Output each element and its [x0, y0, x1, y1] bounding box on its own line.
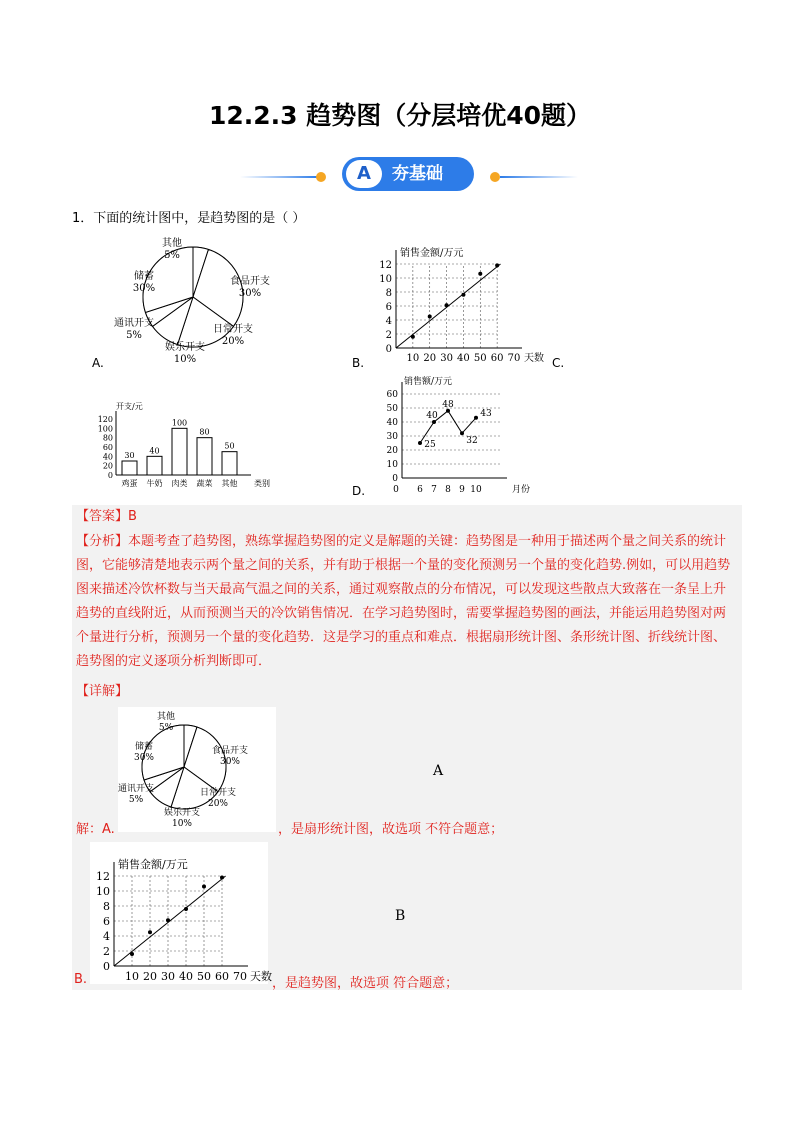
option-d-label: D. — [352, 484, 366, 498]
x-tick-label: 10 — [406, 353, 420, 364]
pie-label: 食品开支 — [211, 746, 249, 756]
pie-chart — [110, 232, 310, 365]
y-tick-label: 8 — [385, 288, 392, 299]
y-tick-label: 40 — [386, 418, 398, 428]
x-tick-label: 10 — [125, 970, 139, 983]
bar-category-label: 牛奶 — [146, 479, 163, 488]
y-tick-label: 4 — [103, 930, 110, 943]
pie-label: 10% — [173, 354, 197, 365]
banner-dot-left — [316, 172, 326, 182]
x-axis-label: 类别 — [254, 479, 270, 488]
x-tick-label: 10 — [470, 485, 482, 495]
x-tick-label: 50 — [197, 970, 211, 983]
data-label: 32 — [466, 436, 478, 447]
line-point — [474, 416, 478, 420]
question-text: 1．下面的统计图中，是趋势图的是（ ） — [72, 211, 306, 226]
scatter-chart — [368, 234, 548, 364]
analysis-text: 【分析】本题考查了趋势图，熟练掌握趋势图的定义是解题的关键：趋势图是一种用于描述两个量之间关系的统计图，它能够清楚地表示两个量之间的关系，并有助于根据一个量的变化预测另一个量的变化趋势.例如，可以用趋势图来描述冷饮杯数与当天最高气温之间的关系，通过观察散点的分布情况，可以发现这些散点大致落在一条呈上升趋势的直线附近，从而预测当天的冷饮销售情况．在学习趋势图时，需要掌握趋势图的画法，并能运用趋势图对两个量进行分析，预测另一个量的变化趋势．这是学习的重点和难点．根据扇形统计图、条形统计图、折线统计图、趋势图的定义逐项分析判断即可． — [76, 534, 731, 669]
scatter-point — [411, 335, 415, 339]
banner-line-right — [500, 176, 578, 178]
option-c-label: C. — [552, 356, 565, 370]
detail-a-suffix: ，是扇形统计图，故选项 不符合题意； — [278, 822, 504, 837]
y-tick-label: 10 — [379, 274, 392, 285]
detail-b-image — [90, 842, 272, 984]
x-tick-label: 8 — [445, 485, 451, 495]
scatter-point — [220, 876, 224, 880]
bar-value-label: 100 — [171, 418, 188, 428]
pie-label: 娱乐开支 — [163, 808, 201, 818]
x-tick-label: 60 — [490, 353, 504, 364]
y-tick-label: 50 — [386, 404, 398, 414]
y-tick-label: 4 — [385, 316, 392, 327]
detail-a-prefix: 解：A. — [76, 822, 115, 837]
bar — [222, 452, 237, 475]
x-tick-label: 70 — [233, 970, 247, 983]
section-banner — [342, 157, 474, 191]
data-label: 40 — [426, 411, 438, 421]
pie-label: 5% — [126, 330, 142, 341]
y-tick-label: 20 — [386, 446, 398, 456]
detail-scatter-chart — [90, 842, 272, 984]
x-tick-label: 50 — [473, 353, 487, 364]
bar-value-label: 40 — [149, 446, 160, 456]
x-tick-label: 70 — [507, 353, 521, 364]
pie-label: 通讯开支 — [117, 784, 155, 794]
banner-line-left — [240, 176, 318, 178]
y-tick-label: 0 — [103, 960, 110, 973]
y-tick-label: 80 — [102, 433, 113, 443]
pie-label: 日常开支 — [213, 324, 253, 335]
pie-label: 储蓄 — [134, 742, 154, 752]
y-tick-label: 40 — [102, 452, 113, 462]
y-tick-label: 8 — [103, 900, 110, 913]
option-a-label: A. — [92, 356, 104, 370]
data-label: 43 — [480, 408, 492, 419]
line-point — [460, 431, 464, 435]
y-axis-label: 销售金额/万元 — [118, 858, 188, 871]
pie-label: 储蓄 — [134, 271, 154, 282]
line-chart — [372, 370, 542, 496]
x-tick-label: 30 — [440, 353, 453, 364]
pie-label: 5% — [158, 723, 174, 733]
pie-label: 娱乐开支 — [165, 342, 205, 353]
scatter-point — [445, 303, 449, 307]
y-tick-label: 30 — [386, 432, 398, 442]
data-label: 25 — [424, 440, 436, 450]
bar-chart — [90, 402, 280, 495]
pie-label: 其他 — [156, 712, 176, 722]
detail-a-letter: A — [433, 763, 444, 779]
y-tick-label: 60 — [386, 390, 398, 400]
y-tick-label: 0 — [385, 344, 392, 355]
scatter-point — [184, 907, 188, 911]
pie-label: 5% — [164, 250, 180, 261]
origin-label: 0 — [393, 485, 399, 495]
scatter-point — [148, 930, 152, 934]
bar-value-label: 30 — [124, 451, 135, 460]
option-b-label: B. — [352, 356, 365, 370]
y-tick-label: 20 — [102, 461, 113, 471]
y-tick-label: 10 — [96, 885, 110, 898]
scatter-point — [202, 885, 206, 889]
x-tick-label: 60 — [215, 970, 229, 983]
pie-label: 通讯开支 — [114, 318, 154, 329]
pie-label: 10% — [171, 819, 193, 829]
pie-label: 其他 — [162, 238, 182, 249]
y-tick-label: 10 — [386, 460, 398, 470]
scatter-point — [461, 293, 465, 297]
y-tick-label: 0 — [392, 474, 398, 484]
x-tick-label: 20 — [143, 970, 157, 983]
x-tick-label: 9 — [459, 485, 465, 495]
x-tick-label: 6 — [417, 485, 423, 495]
pie-label: 日常开支 — [199, 788, 237, 798]
detail-b-letter: B — [395, 908, 406, 924]
pie-label: 20% — [221, 336, 245, 347]
data-label: 48 — [442, 399, 454, 410]
banner-dot-right — [490, 172, 500, 182]
pie-label: 30% — [132, 283, 156, 294]
scatter-point — [166, 918, 170, 922]
detail-pie-chart — [118, 707, 276, 832]
y-tick-label: 0 — [107, 471, 113, 480]
y-axis-label: 销售金额/万元 — [400, 248, 464, 259]
pie-label: 30% — [238, 288, 262, 299]
bar — [122, 461, 137, 475]
line-point — [418, 441, 422, 445]
bar-category-label: 其他 — [221, 479, 238, 488]
bar-category-label: 蔬菜 — [196, 479, 213, 488]
detail-a-image — [118, 707, 276, 832]
bar — [172, 428, 187, 475]
bar-value-label: 50 — [224, 441, 235, 451]
y-tick-label: 12 — [379, 260, 392, 271]
x-tick-label: 40 — [457, 353, 470, 364]
pie-label: 食品开支 — [230, 276, 270, 287]
bar-category-label: 鸡蛋 — [121, 479, 138, 488]
y-tick-label: 12 — [96, 870, 110, 883]
y-tick-label: 120 — [97, 415, 113, 424]
banner-text: 夯基础 — [392, 164, 443, 184]
answer-label: 【答案】B — [76, 509, 137, 524]
y-axis-label: 销售额/万元 — [404, 377, 453, 387]
y-tick-label: 60 — [102, 443, 113, 452]
bar — [147, 456, 162, 475]
scatter-point — [495, 263, 499, 267]
scatter-point — [478, 272, 482, 276]
x-axis-label: 月份 — [512, 485, 531, 495]
x-tick-label: 7 — [431, 485, 437, 495]
y-tick-label: 6 — [103, 915, 110, 928]
banner-letter: A — [346, 160, 382, 188]
scatter-point — [130, 952, 134, 956]
pie-label: 5% — [128, 795, 144, 805]
x-axis-label: 天数 — [524, 353, 544, 364]
x-axis-label: 天数 — [250, 970, 272, 983]
x-tick-label: 20 — [423, 353, 437, 364]
bar — [197, 438, 212, 475]
y-tick-label: 2 — [385, 330, 392, 341]
y-tick-label: 2 — [103, 945, 110, 958]
detail-b-suffix: ，是趋势图，故选项 符合题意； — [272, 976, 459, 991]
y-tick-label: 100 — [97, 424, 113, 434]
bar-category-label: 肉类 — [171, 479, 188, 488]
x-tick-label: 30 — [161, 970, 175, 983]
detail-b-prefix: B. — [74, 972, 88, 987]
x-tick-label: 40 — [179, 970, 193, 983]
pie-label: 20% — [207, 799, 229, 809]
y-axis-label: 开支/元 — [116, 402, 143, 411]
bar-value-label: 80 — [199, 427, 210, 437]
page-title: 12.2.3 趋势图（分层培优40题） — [208, 101, 592, 130]
y-tick-label: 6 — [385, 302, 392, 313]
pie-label: 30% — [133, 753, 155, 763]
scatter-point — [428, 315, 432, 319]
pie-label: 30% — [219, 757, 241, 767]
detail-label: 【详解】 — [76, 684, 129, 699]
